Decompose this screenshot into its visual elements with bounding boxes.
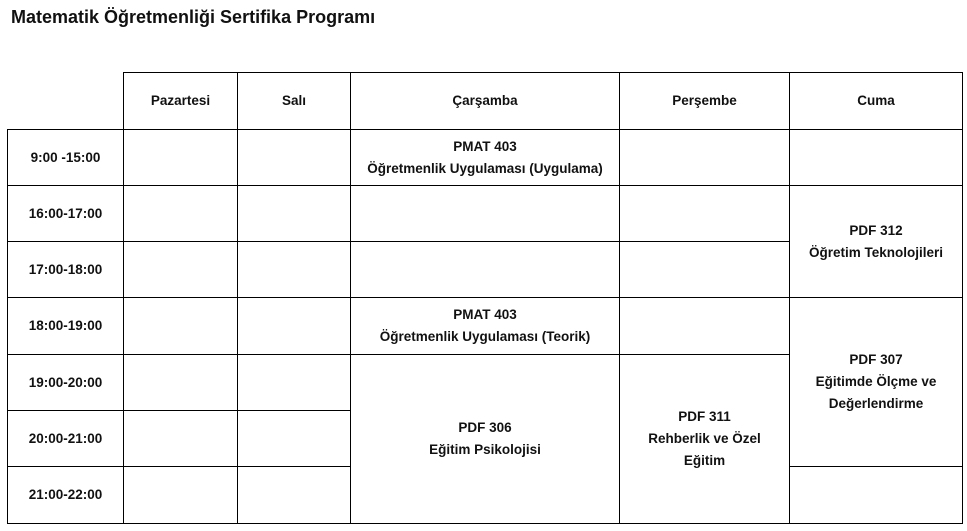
course-code: PDF 307 [849, 352, 903, 367]
empty-cell [124, 130, 238, 186]
schedule-table [7, 72, 963, 524]
course-cell-thu-rehberlik [620, 355, 790, 524]
time-slot-label: 9:00 -15:00 [8, 130, 124, 186]
time-slot-label: 19:00-20:00 [8, 355, 124, 411]
course-name: Öğretmenlik Uygulaması (Teorik) [379, 329, 591, 344]
empty-cell [238, 355, 351, 411]
time-row [8, 130, 963, 186]
course-name: Eğitim Psikolojisi [429, 442, 541, 457]
empty-cell [351, 242, 620, 298]
time-slot-label: 17:00-18:00 [8, 242, 124, 298]
empty-cell [351, 186, 620, 242]
day-header-cuma: Cuma [790, 73, 963, 130]
time-row [8, 298, 963, 355]
course-name-line-2: Değerlendirme [828, 396, 924, 411]
time-row [8, 186, 963, 242]
day-header-sali: Salı [238, 73, 351, 130]
course-code: PMAT 403 [453, 138, 517, 154]
time-slot-label: 18:00-19:00 [8, 298, 124, 355]
empty-cell [620, 130, 790, 186]
corner-cell [8, 73, 124, 130]
course-name-line-2: Eğitim [683, 453, 726, 468]
course-code: PDF 306 [458, 420, 512, 435]
empty-cell [790, 467, 963, 524]
header-row [8, 73, 963, 130]
empty-cell [124, 411, 238, 467]
course-cell-fri-teknoloji [790, 186, 963, 298]
empty-cell [620, 298, 790, 355]
empty-cell [620, 242, 790, 298]
course-cell-wed-psikoloji [351, 355, 620, 524]
time-slot-label: 20:00-21:00 [8, 411, 124, 467]
course-cell-wed-teorik [351, 298, 620, 355]
course-name-line-1: Rehberlik ve Özel [648, 431, 761, 446]
empty-cell [238, 130, 351, 186]
course-code: PDF 312 [849, 222, 903, 238]
empty-cell [620, 186, 790, 242]
page-title: Matematik Öğretmenliği Sertifika Programı [11, 7, 376, 27]
empty-cell [238, 186, 351, 242]
empty-cell [238, 298, 351, 355]
course-cell-wed-uygulama [351, 130, 620, 186]
empty-cell [238, 242, 351, 298]
time-slot-label: 21:00-22:00 [8, 467, 124, 524]
course-name: Öğretim Teknolojileri [808, 244, 944, 260]
day-header-persembe: Perşembe [620, 73, 790, 130]
time-slot-label: 16:00-17:00 [8, 186, 124, 242]
course-name: Öğretmenlik Uygulaması (Uygulama) [367, 160, 603, 176]
course-code: PMAT 403 [453, 307, 517, 322]
course-cell-fri-olcme [790, 298, 963, 467]
empty-cell [124, 298, 238, 355]
empty-cell [238, 467, 351, 524]
course-name-line-1: Eğitimde Ölçme ve [815, 374, 937, 389]
day-header-pazartesi: Pazartesi [124, 73, 238, 130]
empty-cell [238, 411, 351, 467]
empty-cell [124, 186, 238, 242]
course-code: PDF 311 [678, 409, 731, 424]
empty-cell [124, 242, 238, 298]
empty-cell [124, 467, 238, 524]
day-header-carsamba: Çarşamba [351, 73, 620, 130]
empty-cell [790, 130, 963, 186]
empty-cell [124, 355, 238, 411]
